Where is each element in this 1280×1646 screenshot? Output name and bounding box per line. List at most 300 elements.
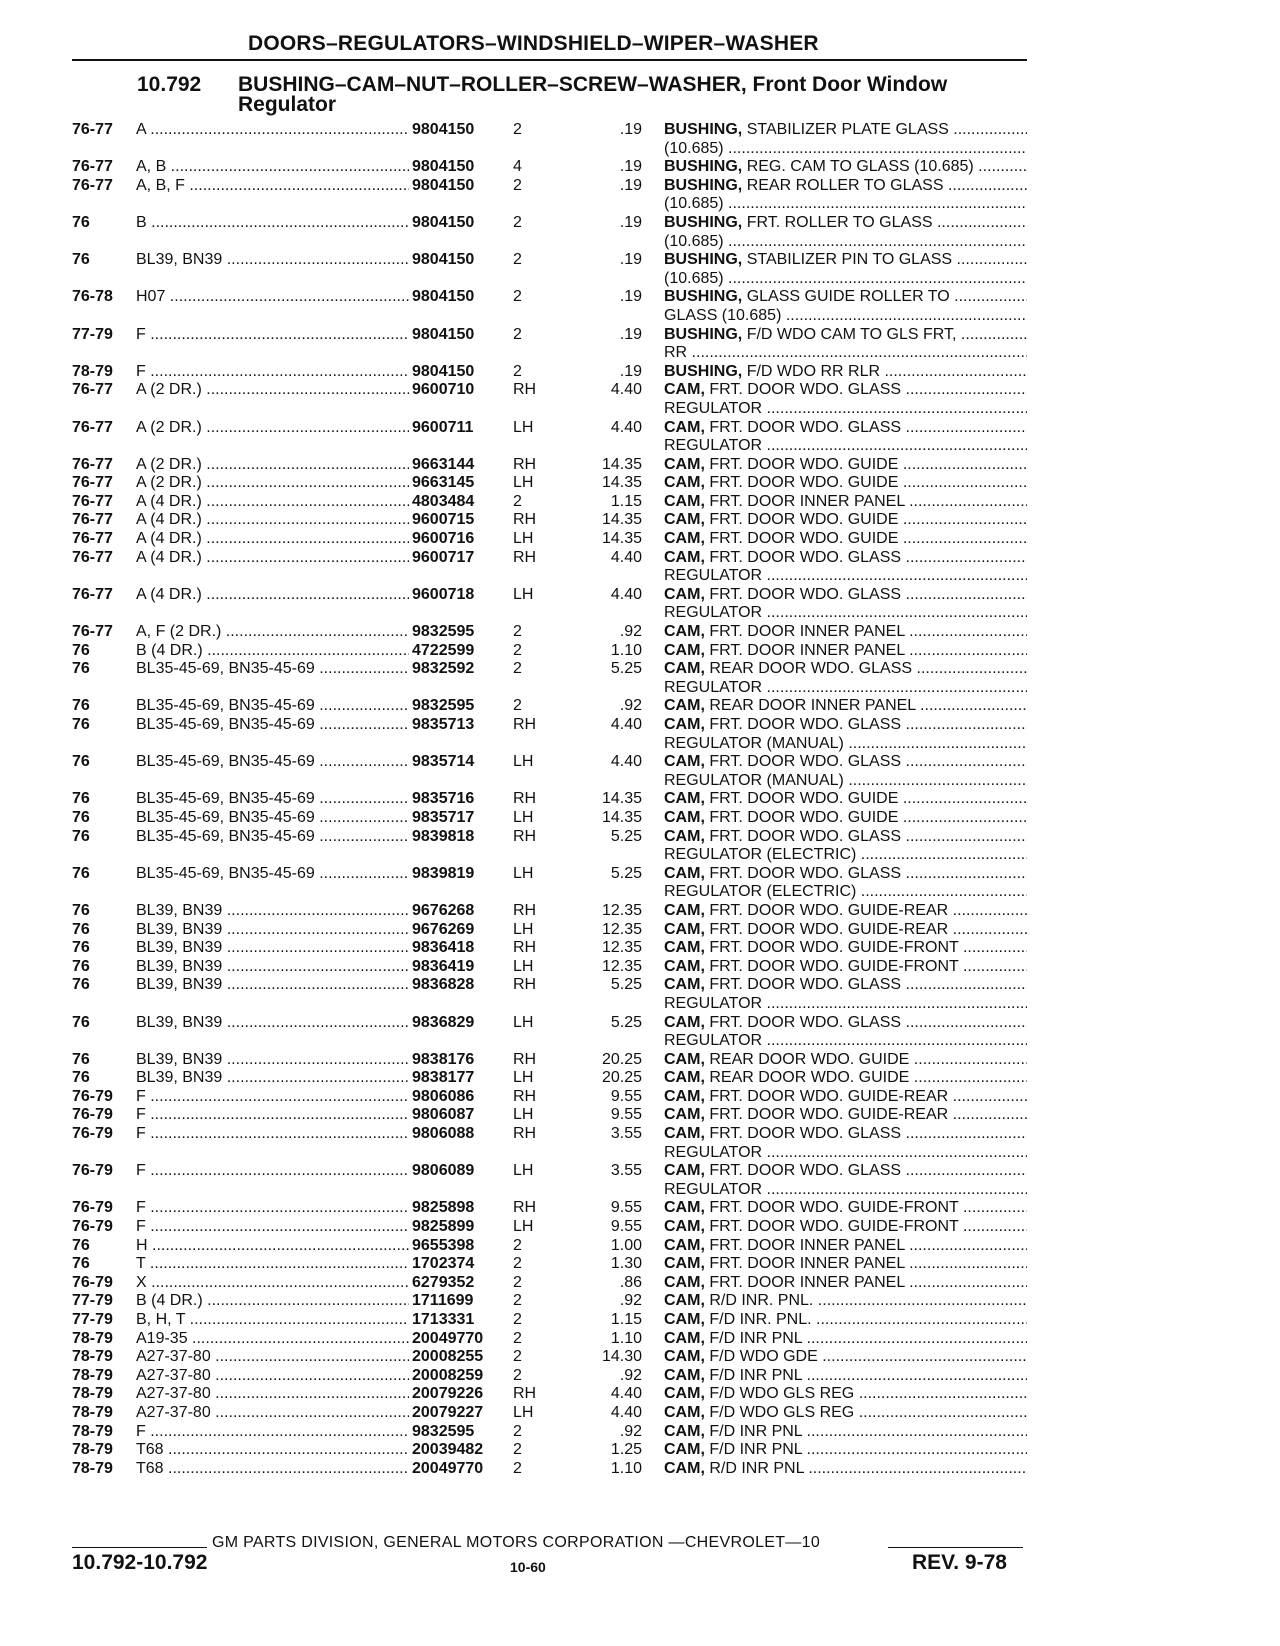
description-text: FRT. DOOR WDO. GLASS	[709, 1162, 902, 1180]
description-cell	[664, 1162, 1027, 1181]
year-cell: 78-79	[72, 1441, 113, 1459]
description-part-name: CAM,	[664, 1366, 705, 1384]
model-cell: A27-37-80 .....	[136, 1348, 409, 1367]
description-cell	[664, 1199, 1027, 1218]
description-cell	[664, 921, 1027, 940]
year-cell: 76-79	[72, 1218, 113, 1236]
price-cell: 9.55	[610, 1106, 642, 1124]
description-cell	[664, 530, 1027, 549]
description-text: REGULATOR	[664, 604, 763, 622]
table-row	[0, 1218, 1280, 1237]
description-part-name: CAM,	[664, 697, 705, 715]
description-cell	[664, 883, 1027, 902]
description-part-name: CAM,	[664, 455, 705, 473]
price-cell: 1.30	[610, 1255, 642, 1273]
quantity-cell: RH	[513, 827, 537, 845]
description-cell	[664, 158, 1027, 177]
year-cell: 76	[72, 251, 90, 269]
model-cell: A27-37-80 .....	[136, 1404, 409, 1423]
description-text: FRT. ROLLER TO GLASS	[746, 213, 933, 231]
year-cell: 76-77	[72, 455, 113, 473]
section-title-line2: Regulator	[238, 93, 337, 116]
table-row-continuation	[0, 567, 1280, 586]
description-part-name: CAM,	[664, 1106, 705, 1124]
section-title	[238, 73, 947, 97]
table-row-continuation	[0, 233, 1280, 252]
description-part-name: CAM,	[664, 1050, 705, 1068]
table-row	[0, 1199, 1280, 1218]
price-cell: 4.40	[610, 418, 642, 436]
quantity-cell: RH	[513, 1050, 537, 1068]
description-text: STABILIZER PLATE GLASS	[746, 121, 949, 138]
description-text: FRT. DOOR WDO. GUIDE-REAR	[709, 1106, 949, 1124]
model-cell: F .....	[136, 1125, 409, 1144]
description-part-name: CAM,	[664, 1292, 705, 1310]
price-cell: 14.30	[601, 1348, 642, 1366]
part-number-cell: 9825899	[412, 1218, 475, 1236]
description-text: REAR DOOR WDO. GUIDE	[709, 1050, 910, 1068]
part-number-cell: 9676268	[412, 901, 475, 919]
part-number-cell: 9804150	[412, 176, 475, 194]
price-cell: 5.25	[610, 827, 642, 845]
part-number-cell: 9804150	[412, 121, 475, 138]
year-cell: 76-77	[72, 548, 113, 566]
quantity-cell: RH	[513, 1125, 537, 1143]
model-cell: A (4 DR.) .....	[136, 586, 409, 605]
table-row	[0, 288, 1280, 307]
year-cell: 76	[72, 1069, 90, 1087]
description-text: GLASS GUIDE ROLLER TO	[746, 288, 950, 306]
table-row-continuation	[0, 344, 1280, 363]
model-cell: F .....	[136, 1218, 409, 1237]
description-cell	[664, 1330, 1027, 1349]
description-cell	[664, 233, 1027, 252]
part-number-cell: 9600718	[412, 585, 475, 603]
part-number-cell: 9600717	[412, 548, 475, 566]
part-number-cell: 6279352	[412, 1273, 475, 1291]
part-number-cell: 9836828	[412, 976, 475, 994]
part-number-cell: 9806088	[412, 1125, 475, 1143]
model-cell: A (2 DR.) .....	[136, 474, 409, 493]
description-part-name: CAM,	[664, 1403, 705, 1421]
table-row-continuation	[0, 400, 1280, 419]
part-number-cell: 9600710	[412, 381, 475, 399]
model-cell: BL39, BN39 .....	[136, 902, 409, 921]
year-cell: 78-79	[72, 1403, 113, 1421]
part-number-cell: 9825898	[412, 1199, 475, 1217]
quantity-cell: LH	[513, 957, 534, 975]
description-cell	[664, 1255, 1027, 1274]
quantity-cell: 2	[513, 251, 522, 269]
description-cell	[664, 1292, 1027, 1311]
price-cell: .19	[619, 121, 642, 138]
quantity-cell: LH	[513, 753, 534, 771]
description-part-name: CAM,	[664, 381, 705, 399]
description-text: FRT. DOOR INNER PANEL	[709, 1255, 905, 1273]
table-row	[0, 1441, 1280, 1460]
description-cell	[664, 270, 1027, 289]
description-part-name: CAM,	[664, 623, 705, 641]
table-row	[0, 753, 1280, 772]
model-cell: H07 .....	[136, 288, 409, 307]
table-row	[0, 939, 1280, 958]
table-row	[0, 642, 1280, 661]
table-row	[0, 1292, 1280, 1311]
description-text: REGULATOR (ELECTRIC)	[664, 846, 857, 864]
part-number-cell: 20079227	[412, 1403, 484, 1421]
description-cell	[664, 1367, 1027, 1386]
table-row	[0, 623, 1280, 642]
description-part-name: CAM,	[664, 1199, 705, 1217]
table-row-continuation	[0, 883, 1280, 902]
model-cell: BL35-45-69, BN35-45-69 .....	[136, 790, 409, 809]
description-text: FRT. DOOR WDO. GLASS	[709, 976, 902, 994]
part-number-cell: 20039482	[412, 1441, 484, 1459]
description-cell	[664, 586, 1027, 605]
table-row	[0, 1404, 1280, 1423]
description-part-name: CAM,	[664, 920, 705, 938]
quantity-cell: LH	[513, 1403, 534, 1421]
quantity-cell: 2	[513, 1255, 522, 1273]
model-cell: A (2 DR.) .....	[136, 381, 409, 400]
description-part-name: CAM,	[664, 1125, 705, 1143]
description-part-name: CAM,	[664, 1348, 705, 1366]
price-cell: 1.10	[610, 1459, 642, 1477]
table-row	[0, 1088, 1280, 1107]
description-cell	[664, 307, 1027, 326]
description-cell	[664, 1144, 1027, 1163]
quantity-cell: 2	[513, 623, 522, 641]
quantity-cell: LH	[513, 1069, 534, 1087]
part-number-cell: 20049770	[412, 1329, 484, 1347]
table-row	[0, 456, 1280, 475]
table-row	[0, 158, 1280, 177]
footer-revision: REV. 9-78	[912, 1551, 1007, 1574]
year-cell: 76-77	[72, 158, 113, 176]
model-cell: A (4 DR.) .....	[136, 511, 409, 530]
part-number-cell: 9832592	[412, 660, 475, 678]
description-part-name: BUSHING,	[664, 362, 743, 380]
description-text: FRT. DOOR WDO. GUIDE-REAR	[709, 1087, 949, 1105]
part-number-cell: 20008259	[412, 1366, 484, 1384]
table-row	[0, 828, 1280, 847]
description-text: F/D INR PNL	[709, 1441, 803, 1459]
quantity-cell: LH	[513, 1106, 534, 1124]
year-cell: 76-77	[72, 418, 113, 436]
quantity-cell: RH	[513, 511, 537, 529]
year-cell: 76	[72, 790, 90, 808]
price-cell: 14.35	[601, 790, 642, 808]
page-header-title: DOORS–REGULATORS–WINDSHIELD–WIPER–WASHER	[248, 32, 819, 55]
part-number-cell: 9836418	[412, 939, 475, 957]
year-cell: 78-79	[72, 1329, 113, 1347]
description-cell	[664, 140, 1027, 159]
table-row	[0, 1069, 1280, 1088]
description-cell	[664, 1181, 1027, 1200]
description-cell	[664, 419, 1027, 438]
description-part-name: CAM,	[664, 901, 705, 919]
part-number-cell: 9838176	[412, 1050, 475, 1068]
description-cell	[664, 567, 1027, 586]
description-text: F/D WDO GLS REG	[709, 1403, 855, 1421]
part-number-cell: 9835714	[412, 753, 475, 771]
description-text: REGULATOR (ELECTRIC)	[664, 883, 857, 901]
table-row-continuation	[0, 195, 1280, 214]
model-cell: T .....	[136, 1255, 409, 1274]
model-cell: A (4 DR.) .....	[136, 530, 409, 549]
description-text: FRT. DOOR WDO. GUIDE	[709, 455, 899, 473]
quantity-cell: 2	[513, 213, 522, 231]
part-number-cell: 9832595	[412, 623, 475, 641]
quantity-cell: 2	[513, 1329, 522, 1347]
model-cell: B .....	[136, 214, 409, 233]
model-cell: F .....	[136, 363, 409, 382]
description-text: FRT. DOOR WDO. GUIDE-FRONT	[709, 957, 959, 975]
year-cell: 78-79	[72, 1385, 113, 1403]
price-cell: 3.55	[610, 1125, 642, 1143]
footer-page-number: 10-60	[510, 1559, 546, 1575]
description-part-name: CAM,	[664, 585, 705, 603]
description-text: F/D INR PNL	[709, 1422, 803, 1440]
model-cell: A (2 DR.) .....	[136, 456, 409, 475]
year-cell: 76-77	[72, 176, 113, 194]
description-text: FRT. DOOR WDO. GLASS	[709, 753, 902, 771]
price-cell: 12.35	[601, 939, 642, 957]
description-part-name: BUSHING,	[664, 213, 743, 231]
description-part-name: BUSHING,	[664, 121, 743, 138]
price-cell: 1.10	[610, 1329, 642, 1347]
quantity-cell: RH	[513, 548, 537, 566]
price-cell: 5.25	[610, 864, 642, 882]
quantity-cell: 2	[513, 1348, 522, 1366]
description-part-name: CAM,	[664, 827, 705, 845]
description-cell	[664, 1218, 1027, 1237]
description-part-name: BUSHING,	[664, 288, 743, 306]
quantity-cell: 2	[513, 325, 522, 343]
description-part-name: CAM,	[664, 1441, 705, 1459]
description-text: REGULATOR (MANUAL)	[664, 734, 844, 752]
description-text: FRT. DOOR WDO. GLASS	[709, 864, 902, 882]
quantity-cell: LH	[513, 808, 534, 826]
description-cell	[664, 958, 1027, 977]
quantity-cell: LH	[513, 474, 534, 492]
year-cell: 77-79	[72, 325, 113, 343]
description-part-name: CAM,	[664, 1255, 705, 1273]
year-cell: 78-79	[72, 1366, 113, 1384]
year-cell: 76	[72, 213, 90, 231]
price-cell: .92	[619, 697, 642, 715]
description-cell	[664, 195, 1027, 214]
quantity-cell: 2	[513, 288, 522, 306]
description-cell	[664, 790, 1027, 809]
description-part-name: CAM,	[664, 1236, 705, 1254]
description-part-name: CAM,	[664, 418, 705, 436]
price-cell: 20.25	[601, 1050, 642, 1068]
description-cell	[664, 1348, 1027, 1367]
table-row-continuation	[0, 1144, 1280, 1163]
table-row	[0, 865, 1280, 884]
description-text: FRT. DOOR WDO. GLASS	[709, 1013, 902, 1031]
price-cell: 12.35	[601, 920, 642, 938]
part-number-cell: 9806087	[412, 1106, 475, 1124]
table-row-continuation	[0, 307, 1280, 326]
part-number-cell: 9835717	[412, 808, 475, 826]
quantity-cell: RH	[513, 716, 537, 733]
price-cell: 4.40	[610, 381, 642, 399]
description-cell	[664, 902, 1027, 921]
price-cell: .19	[619, 251, 642, 269]
part-number-cell: 9804150	[412, 213, 475, 231]
year-cell: 76	[72, 939, 90, 957]
description-part-name: CAM,	[664, 511, 705, 529]
model-cell: F .....	[136, 326, 409, 345]
description-part-name: CAM,	[664, 808, 705, 826]
description-cell	[664, 1051, 1027, 1070]
description-part-name: CAM,	[664, 1329, 705, 1347]
table-row	[0, 511, 1280, 530]
description-part-name: CAM,	[664, 660, 705, 678]
model-cell: B, H, T .....	[136, 1311, 409, 1330]
description-text: REAR ROLLER TO GLASS	[746, 176, 944, 194]
price-cell: 9.55	[610, 1218, 642, 1236]
description-text: (10.685)	[664, 269, 724, 287]
description-cell	[664, 735, 1027, 754]
year-cell: 76	[72, 957, 90, 975]
model-cell: H .....	[136, 1237, 409, 1256]
part-number-cell: 1711699	[412, 1292, 474, 1310]
description-text: GLASS (10.685)	[664, 306, 782, 324]
year-cell: 76-79	[72, 1125, 113, 1143]
description-text: RR	[664, 344, 688, 362]
description-part-name: CAM,	[664, 530, 705, 548]
quantity-cell: RH	[513, 976, 537, 994]
description-cell	[664, 976, 1027, 995]
description-cell	[664, 995, 1027, 1014]
table-row	[0, 1237, 1280, 1256]
table-row	[0, 1014, 1280, 1033]
table-row-continuation	[0, 772, 1280, 791]
quantity-cell: 2	[513, 362, 522, 380]
quantity-cell: 2	[513, 697, 522, 715]
year-cell: 76	[72, 901, 90, 919]
description-text: REAR DOOR WDO. GLASS	[709, 660, 913, 678]
description-cell	[664, 121, 1027, 140]
quantity-cell: RH	[513, 1199, 537, 1217]
price-cell: 20.25	[601, 1069, 642, 1087]
table-row-continuation	[0, 437, 1280, 456]
description-cell	[664, 753, 1027, 772]
description-text: REGULATOR	[664, 678, 763, 696]
table-row	[0, 958, 1280, 977]
part-number-cell: 9839818	[412, 827, 475, 845]
price-cell: .92	[619, 1422, 642, 1440]
year-cell: 78-79	[72, 1422, 113, 1440]
model-cell: F .....	[136, 1423, 409, 1442]
year-cell: 76	[72, 1050, 90, 1068]
quantity-cell: 2	[513, 176, 522, 194]
footer-section-range: 10.792-10.792	[72, 1551, 208, 1574]
description-text: FRT. DOOR INNER PANEL	[709, 1236, 905, 1254]
description-part-name: CAM,	[664, 939, 705, 957]
description-part-name: CAM,	[664, 1069, 705, 1087]
quantity-cell: 2	[513, 1273, 522, 1291]
part-number-cell: 9804150	[412, 325, 475, 343]
description-part-name: CAM,	[664, 1459, 705, 1477]
part-number-cell: 20049770	[412, 1459, 484, 1477]
part-number-cell: 9839819	[412, 864, 475, 882]
year-cell: 76	[72, 864, 90, 882]
header-divider	[72, 59, 1027, 61]
description-part-name: CAM,	[664, 1218, 705, 1236]
quantity-cell: LH	[513, 1162, 534, 1180]
year-cell: 76	[72, 753, 90, 771]
description-text: FRT. DOOR WDO. GLASS	[709, 1125, 902, 1143]
part-number-cell: 9835716	[412, 790, 475, 808]
year-cell: 76	[72, 697, 90, 715]
description-cell	[664, 1014, 1027, 1033]
description-text: STABILIZER PIN TO GLASS	[746, 251, 953, 269]
table-row-continuation	[0, 604, 1280, 623]
year-cell: 77-79	[72, 1292, 113, 1310]
description-cell	[664, 697, 1027, 716]
model-cell: BL35-45-69, BN35-45-69 .....	[136, 716, 409, 735]
description-part-name: CAM,	[664, 1422, 705, 1440]
price-cell: .19	[619, 213, 642, 231]
section-title-bold: BUSHING–CAM–NUT–ROLLER–SCREW–WASHER,	[238, 73, 747, 96]
quantity-cell: 2	[513, 1292, 522, 1310]
part-number-cell: 4722599	[412, 641, 475, 659]
year-cell: 76-79	[72, 1106, 113, 1124]
quantity-cell: LH	[513, 1013, 534, 1031]
model-cell: A, B .....	[136, 158, 409, 177]
table-row	[0, 921, 1280, 940]
quantity-cell: RH	[513, 790, 537, 808]
part-number-cell: 9600716	[412, 530, 475, 548]
table-row	[0, 1106, 1280, 1125]
model-cell: T68 .....	[136, 1441, 409, 1460]
model-cell: BL39, BN39 .....	[136, 1069, 409, 1088]
description-text: FRT. DOOR WDO. GLASS	[709, 381, 902, 399]
table-row	[0, 214, 1280, 233]
part-number-cell: 9806086	[412, 1087, 475, 1105]
section-title-rest: Front Door Window	[746, 73, 948, 96]
model-cell: BL35-45-69, BN35-45-69 .....	[136, 660, 409, 679]
model-cell: BL35-45-69, BN35-45-69 .....	[136, 865, 409, 884]
table-row	[0, 1311, 1280, 1330]
footer-divider-left	[72, 1547, 207, 1548]
part-number-cell: 9832595	[412, 1422, 475, 1440]
description-text: FRT. DOOR WDO. GLASS	[709, 548, 902, 566]
table-row	[0, 697, 1280, 716]
part-number-cell: 9655398	[412, 1236, 475, 1254]
price-cell: .19	[619, 288, 642, 306]
quantity-cell: LH	[513, 920, 534, 938]
table-row	[0, 1125, 1280, 1144]
description-cell	[664, 251, 1027, 270]
quantity-cell: 4	[513, 158, 522, 176]
description-cell	[664, 939, 1027, 958]
year-cell: 76	[72, 827, 90, 845]
price-cell: .92	[619, 1292, 642, 1310]
description-text: FRT. DOOR WDO. GUIDE-REAR	[709, 920, 949, 938]
description-cell	[664, 1404, 1027, 1423]
price-cell: 1.00	[610, 1236, 642, 1254]
description-part-name: CAM,	[664, 1087, 705, 1105]
part-number-cell: 9676269	[412, 920, 475, 938]
description-cell	[664, 1237, 1027, 1256]
table-row	[0, 493, 1280, 512]
description-cell	[664, 1032, 1027, 1051]
